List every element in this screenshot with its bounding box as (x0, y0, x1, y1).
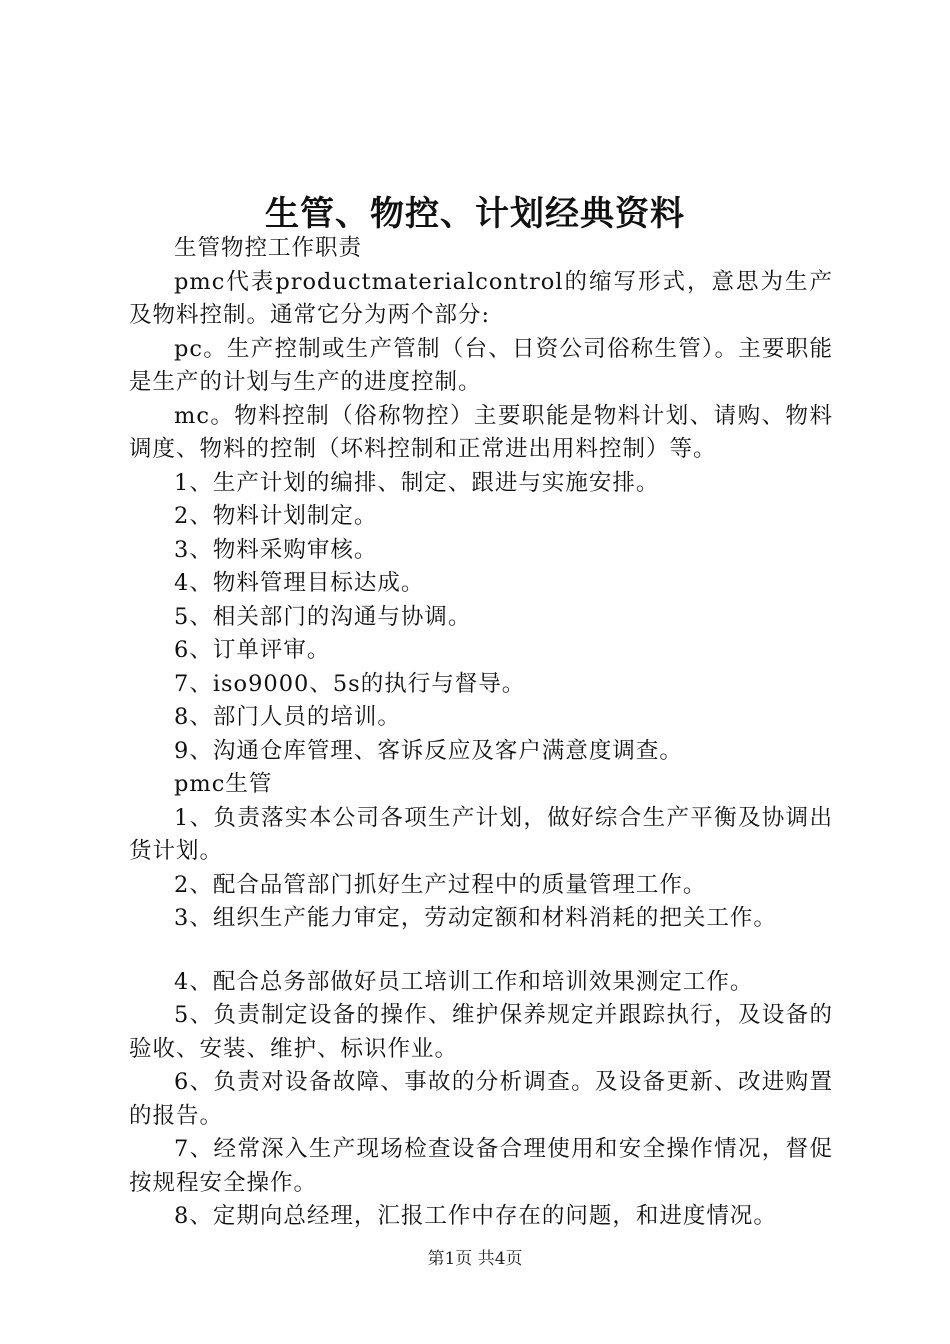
list-item: 8、定期向总经理，汇报工作中存在的问题，和进度情况。 (174, 1203, 777, 1229)
paragraph-section-heading: 生管物控工作职责 (174, 235, 363, 261)
list-item: 6、订单评审。 (174, 637, 331, 663)
list-item: 4、物料管理目标达成。 (174, 570, 425, 596)
list-item: 6、负责对设备故障、事故的分析调查。及设备更新、改进购置的报告。 (129, 1069, 833, 1129)
list-item: 9、沟通仓库管理、客诉反应及客户满意度调查。 (174, 737, 683, 764)
list-item: 1、负责落实本公司各项生产计划，做好综合生产平衡及协调出货计划。 (129, 804, 833, 864)
list-item: 8、部门人员的培训。 (174, 704, 401, 730)
list-item: 3、组织生产能力审定，劳动定额和材料消耗的把关工作。 (174, 905, 777, 931)
list-item: 7、iso9000、5s的执行与督导。 (174, 670, 526, 697)
list-item: 5、负责制定设备的操作、维护保养规定并跟踪执行，及设备的验收、安装、维护、标识作业。 (129, 1002, 833, 1062)
paragraph-subheading: pmc生管 (174, 771, 273, 797)
list-item: 3、物料采购审核。 (174, 536, 378, 563)
list-item: 7、经常深入生产现场检查设备合理使用和安全操作情况，督促按规程安全操作。 (129, 1136, 833, 1196)
list-item: 2、配合品管部门抓好生产过程中的质量管理工作。 (174, 871, 707, 898)
list-item: 4、配合总务部做好员工培训工作和培训效果测定工作。 (174, 968, 754, 995)
document-body (129, 232, 833, 1234)
paragraph-pc: pc。生产控制或生产管制（台、日资公司俗称生管）。主要职能是生产的计划与生产的进度控制。 (129, 335, 833, 395)
list-item: 1、生产计划的编排、制定、跟进与实施安排。 (174, 469, 660, 496)
page-footer: 第1页 共4页 (427, 1249, 523, 1269)
paragraph-mc: mc。物料控制（俗称物控）主要职能是物料计划、请购、物料调度、物料的控制（坏料控制和正常进出用料控制）等。 (129, 402, 833, 462)
list-item: 2、物料计划制定。 (174, 503, 378, 529)
paragraph-gap (129, 936, 833, 966)
document-title: 生管、物控、计划经典资料 (265, 194, 685, 234)
paragraph-pmc-definition: pmc代表productmaterialcontrol的缩写形式，意思为生产及物料控制。通常它分为两个部分: (129, 268, 833, 328)
list-item: 5、相关部门的沟通与协调。 (174, 603, 472, 630)
